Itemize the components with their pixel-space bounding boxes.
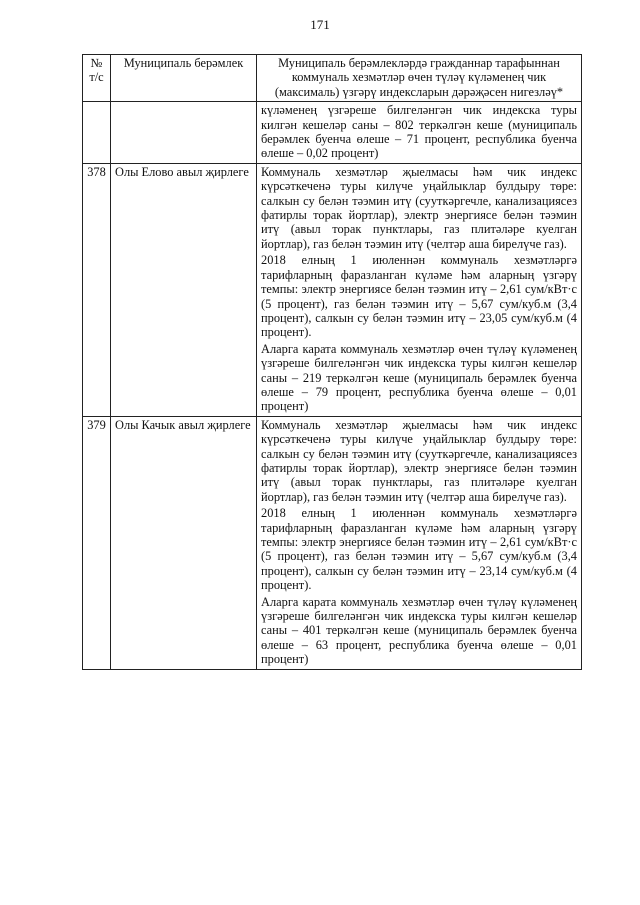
table-header-row bbox=[83, 55, 582, 102]
table-row bbox=[83, 163, 582, 416]
paragraph: Коммуналь хезмәтләр җыелмасы һәм чик индекс күрсәткеченә туры килүче уңайлыклар булдыру төре: салкын су белән тәэмин итү (сууткәргечле, канализациясез фатирлы торак йортлар), электр энергиясе белән тәэмин итү (авыл торак пунктлары, газ плитәләре куелган йортлар), газ белән тәэмин итү (челтәр аша бирелүче газ). bbox=[261, 417, 577, 504]
header-number: № т/с bbox=[83, 55, 111, 102]
row-number: 379 bbox=[83, 416, 111, 669]
paragraph: 2018 елның 1 июленнән коммуналь хезмәтләргә тарифларның фаразланган күләме һәм аларның үзгәрү темпы: электр энергиясе белән тәэмин итү – 2,61 сум/кВт·с (5 процент), газ белән тәэмин итү – 5,67 сум/куб.м (3,4 процент), салкын су белән тәэмин итү – 23,05 сум/куб.м (4 процент). bbox=[261, 253, 577, 340]
header-municipality: Муниципаль берәмлек bbox=[111, 55, 257, 102]
row-index-text bbox=[257, 102, 582, 164]
row-number: 378 bbox=[83, 163, 111, 416]
row-index-text bbox=[257, 416, 582, 669]
paragraph: Коммуналь хезмәтләр җыелмасы һәм чик индекс күрсәткеченә туры килүче уңайлыклар булдыру төре: салкын су белән тәэмин итү (сууткәргечле, канализациясез фатирлы торак йортлар), электр энергиясе белән тәэмин итү (авыл торак пунктлары, газ плитәләре куелган йортлар), газ белән тәэмин итү (челтәр аша бирелүче газ). bbox=[261, 164, 577, 251]
paragraph: күләменең үзгәреше билгеләнгән чик индекска туры килгән кешеләр саны – 802 теркәлгән кеше (муниципаль берәмлек буенча өлеше – 71 процент, республика буенча өлеше – 0,02 процент) bbox=[261, 103, 577, 161]
paragraph: 2018 елның 1 июленнән коммуналь хезмәтләргә тарифларның фаразланган күләме һәм аларның үзгәрү темпы: электр энергиясе белән тәэмин итү – 2,61 сум/кВт·с (5 процент), газ белән тәэмин итү – 5,67 сум/куб.м (3,4 процент), салкын су белән тәэмин итү – 23,14 сум/куб.м (4 процент). bbox=[261, 506, 577, 593]
row-municipality bbox=[111, 102, 257, 164]
document-table bbox=[82, 54, 582, 670]
page-number: 171 bbox=[310, 17, 330, 32]
paragraph: Аларга карата коммуналь хезмәтләр өчен түләү күләменең үзгәреше билгеләнгән чик индекска туры килгән кешеләр саны – 401 теркәлгән кеше (муниципаль берәмлек буенча өлеше – 63 процент, республика буенча өлеше – 0,01 процент) bbox=[261, 594, 577, 667]
table-row bbox=[83, 416, 582, 669]
row-municipality: Олы Качык авыл җирлеге bbox=[111, 416, 257, 669]
row-index-text bbox=[257, 163, 582, 416]
paragraph: Аларга карата коммуналь хезмәтләр өчен түләү күләменең үзгәреше билгеләнгән чик индекска туры килгән кешеләр саны – 219 теркәлгән кеше (муниципаль берәмлек буенча өлеше – 79 процент, республика буенча өлеше – 0,01 процент) bbox=[261, 341, 577, 414]
row-number bbox=[83, 102, 111, 164]
table-row bbox=[83, 102, 582, 164]
row-municipality: Олы Елово авыл җирлеге bbox=[111, 163, 257, 416]
header-index: Муниципаль берәмлекләрдә гражданнар тарафыннан коммуналь хезмәтләр өчен түләү күләменең чик (максималь) үзгәрү индексларын дәрәҗәсен нигезләү* bbox=[257, 55, 582, 102]
